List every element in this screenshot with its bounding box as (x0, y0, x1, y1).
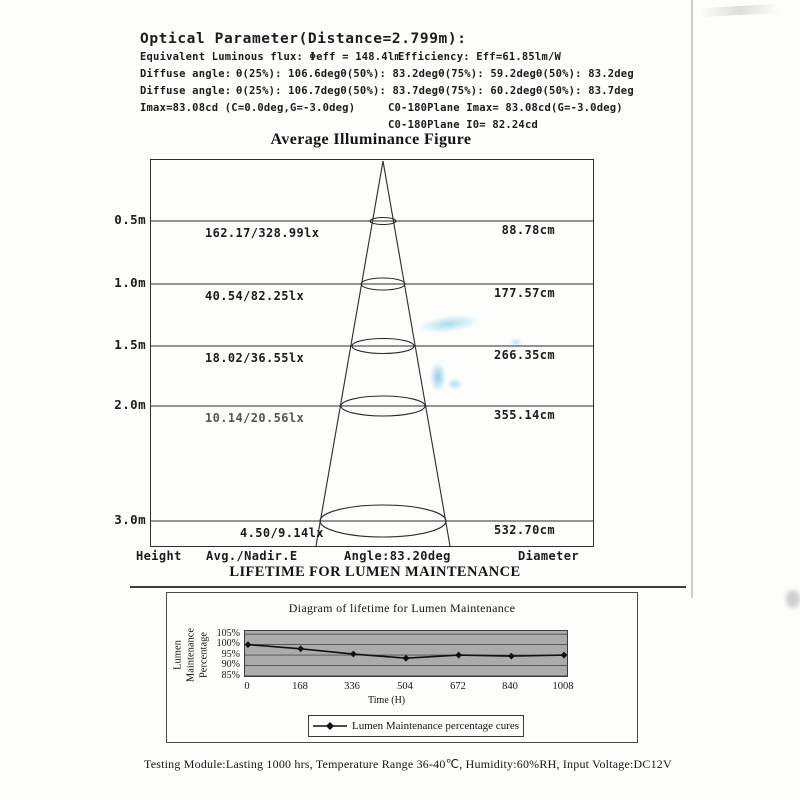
lumen-chart-legend (308, 715, 524, 737)
avg-nadir-value: 4.50/9.14lx (240, 526, 324, 540)
axis-label-height: Height (136, 549, 182, 563)
diameter-value: 355.14cm (494, 408, 555, 422)
xtick-label: 168 (292, 681, 308, 692)
lumen-chart-xlabel: Time (H) (368, 695, 406, 706)
xtick-label: 672 (450, 681, 466, 692)
c0-plane-imax-value: C0-180Plane Imax= 83.08cd(G=-3.0deg) (388, 102, 623, 114)
diffuse-value: θ(50%): 83.7deg (536, 85, 634, 97)
diameter-value: 177.57cm (494, 286, 555, 300)
avg-nadir-value: 10.14/20.56lx (205, 411, 305, 425)
diffuse-values (236, 85, 634, 97)
section-divider (130, 586, 686, 588)
imax-value: Imax=83.08cd (C=0.0deg,G=-3.0deg) (140, 102, 356, 114)
axis-label-angle: Angle:83.20deg (344, 549, 451, 563)
diffuse-value: θ(25%): 106.6deg (236, 68, 341, 80)
ytick-label: 105% (216, 628, 240, 639)
avg-nadir-value: 18.02/36.55lx (205, 351, 305, 365)
avg-nadir-value: 40.54/82.25lx (205, 289, 305, 303)
diffuse-angle-row-2 (140, 85, 634, 97)
diameter-value: 532.70cm (494, 523, 555, 537)
luminous-flux-value: Equivalent Luminous flux: Φeff = 148.4lm (140, 51, 401, 63)
scan-edge-line (691, 0, 693, 598)
diffuse-label: Diffuse angle: (140, 85, 232, 97)
axis-label-diameter: Diameter (518, 549, 579, 563)
height-label: 1.0m (114, 275, 146, 290)
lumen-chart-plot-area (244, 630, 568, 677)
legend-series-label: Lumen Maintenance percentage cures (351, 720, 520, 732)
efficiency-value: Efficiency: Eff=61.85lm/W (398, 51, 562, 63)
xtick-label: 1008 (552, 681, 574, 692)
lumen-maintenance-line-chart (245, 631, 567, 676)
diffuse-value: θ(25%): 106.7deg (236, 85, 341, 97)
scan-blob (786, 590, 800, 608)
scan-streak (700, 4, 780, 17)
xtick-label: 0 (244, 681, 250, 692)
diffuse-value: θ(50%): 83.7deg (340, 85, 439, 97)
height-label: 3.0m (114, 512, 146, 527)
diameter-value: 266.35cm (494, 348, 555, 362)
lifetime-section-title: LIFETIME FOR LUMEN MAINTENANCE (229, 564, 521, 580)
diffuse-value: θ(50%): 83.2deg (536, 68, 634, 80)
height-label: 2.0m (114, 397, 146, 412)
testing-conditions-footer: Testing Module:Lasting 1000 hrs, Temperature Range 36-40℃, Humidity:60%RH, Input Voltage:DC12V (144, 757, 672, 771)
diameter-value: 88.78cm (501, 223, 555, 237)
legend-marker-icon (313, 721, 347, 731)
lumen-chart-ylabel: Lumen Maintenance Percentage (172, 627, 210, 683)
lumen-chart-title: Diagram of lifetime for Lumen Maintenance (288, 601, 516, 615)
diffuse-label: Diffuse angle: (140, 68, 232, 80)
diffuse-angle-row-1 (140, 68, 634, 80)
ytick-label: 85% (221, 670, 240, 681)
axis-label-avg-nadir: Avg./Nadir.E (206, 549, 298, 563)
diffuse-values (236, 68, 634, 80)
xtick-label: 336 (344, 681, 360, 692)
xtick-label: 840 (502, 681, 518, 692)
c0-plane-i0-value: C0-180Plane I0= 82.24cd (388, 119, 538, 131)
xtick-label: 504 (397, 681, 413, 692)
diffuse-value: θ(75%): 59.2deg (438, 68, 537, 80)
optical-parameters-title: Optical Parameter(Distance=2.799m): (140, 31, 467, 47)
avg-nadir-value: 162.17/328.99lx (205, 226, 320, 240)
illuminance-figure-title: Average Illuminance Figure (270, 131, 472, 148)
diffuse-value: θ(50%): 83.2deg (340, 68, 439, 80)
height-label: 1.5m (114, 337, 146, 352)
height-label: 0.5m (114, 212, 146, 227)
ytick-label: 95% (221, 649, 240, 660)
ytick-label: 90% (221, 659, 240, 670)
diffuse-value: θ(75%): 60.2deg (438, 85, 537, 97)
ytick-label: 100% (216, 638, 240, 649)
